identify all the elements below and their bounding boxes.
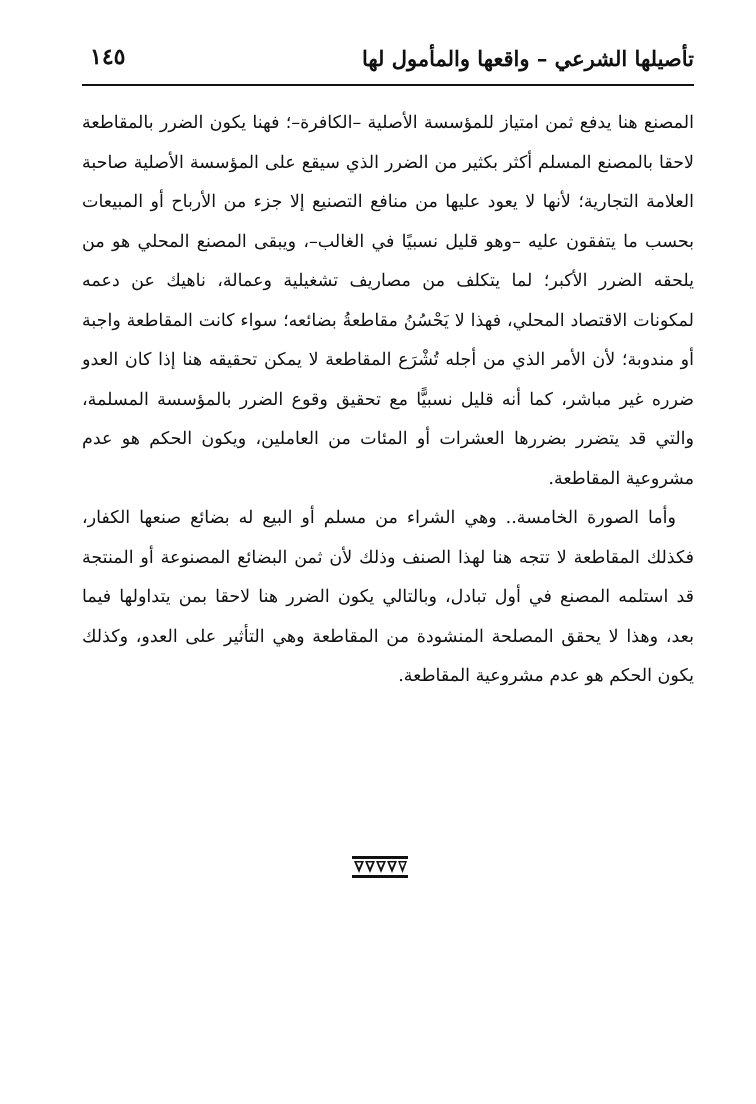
page-number: ١٤٥ — [90, 44, 126, 70]
body-text — [82, 104, 694, 697]
decorative-divider-icon — [352, 856, 408, 878]
paragraph-2: وأما الصورة الخامسة.. وهي الشراء من مسلم أو البيع له بضائع صنعها الكفار، فكذلك المقاطعة لا تتجه هنا لهذا الصنف وذلك لأن ثمن البضائع المصنوعة أو المنتجة قد استلمه المصنع في أول تبادل، وبالتالي يكون الضرر هنا لاحقا بمن يتداولها فيما بعد، وهذا لا يحقق المصلحة المنشودة من المقاطعة وهي التأثير على العدو، وكذلك يكون الحكم هو عدم مشروعية المقاطعة. — [82, 508, 694, 686]
header-title: تأصيلها الشرعي – واقعها والمأمول لها — [361, 46, 694, 71]
header-divider — [82, 84, 694, 86]
paragraph-1: المصنع هنا يدفع ثمن امتياز للمؤسسة الأصلية –الكافرة–؛ فهنا يكون الضرر بالمقاطعة لاحقا بالمصنع المسلم أكثر بكثير من الضرر الذي سيقع على المؤسسة الأصلية صاحبة العلامة التجارية؛ لأنها لا يعود عليها من منافع التصنيع إلا جزء من الأرباح أو المبيعات بحسب ما يتفقون عليه –وهو قليل نسبيًا في الغالب–، ويبقى المصنع المحلي هو من يلحقه الضرر الأكبر؛ لما يتكلف من مصاريف تشغيلية وعمالة، ناهيك عن دعمه لمكونات الاقتصاد المحلي، فهذا لا يَحْسُنُ مقاطعةُ بضائعه؛ سواء كانت المقاطعة واجبة أو مندوبة؛ لأن الأمر الذي من أجله تُشْرَع المقاطعة لا يمكن تحقيقه هنا إذا كان العدو ضرره غير مباشر، كما أنه قليل نسبيًّا مع تحقيق وقوع الضرر بالمؤسسة المسلمة، والتي قد يتضرر بضررها العشرات أو المئات من العاملين، ويكون الحكم هو عدم مشروعية المقاطعة. — [82, 113, 694, 489]
running-header — [82, 44, 694, 84]
